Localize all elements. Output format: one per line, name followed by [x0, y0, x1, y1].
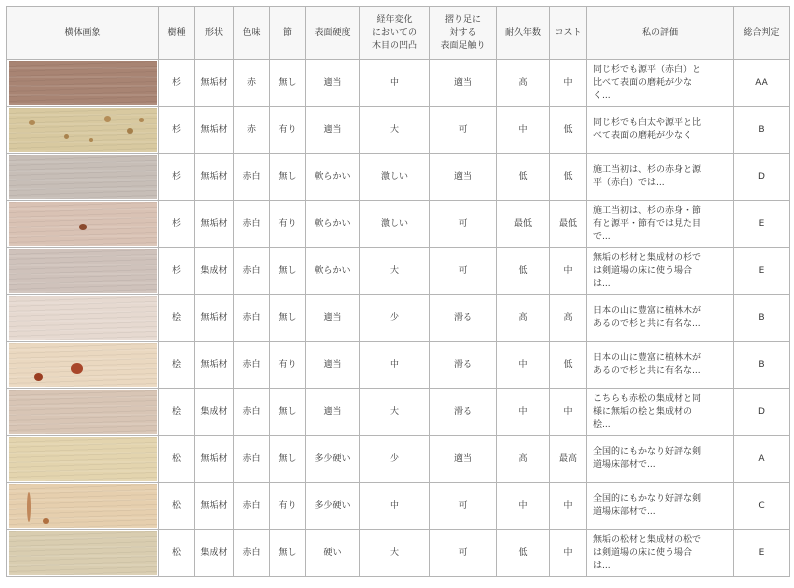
evaluation-line: は剣道場の床に使う場合 [593, 265, 693, 276]
wood-image-cell [7, 107, 159, 154]
table-row [7, 342, 790, 389]
header-knot: 節 [270, 7, 306, 60]
header-color: 色味 [234, 7, 270, 60]
feel-cell: 可 [430, 201, 497, 248]
table-row [7, 201, 790, 248]
aging-cell: 中 [360, 483, 430, 530]
header-shape: 形状 [195, 7, 234, 60]
shape-cell: 無垢材 [195, 295, 234, 342]
header-feel-line: 対する [449, 27, 477, 38]
evaluation-cell [587, 530, 734, 577]
table-row [7, 483, 790, 530]
knot-cell: 無し [270, 436, 306, 483]
evaluation-cell [587, 107, 734, 154]
evaluation-line: 同じ杉でも白太や源平と比 [593, 118, 702, 128]
wood-image-cell [7, 248, 159, 295]
hardness-cell: 適当 [306, 342, 360, 389]
header-cost: コスト [550, 7, 587, 60]
header-aging-line: 木目の凹凸 [371, 40, 417, 51]
cost-cell: 中 [550, 60, 587, 107]
evaluation-line: 平（赤白）では... [593, 178, 665, 188]
hardness-cell: 軟らかい [306, 248, 360, 295]
knot-cell: 無し [270, 248, 306, 295]
shape-cell: 無垢材 [195, 60, 234, 107]
shape-cell: 無垢材 [195, 342, 234, 389]
durability-cell: 高 [497, 436, 550, 483]
durability-cell: 中 [497, 483, 550, 530]
aging-cell: 中 [360, 342, 430, 389]
evaluation-line: 様に無垢の桧と集成材の [593, 406, 693, 417]
wood-texture-image [9, 390, 157, 434]
wood-texture-image [9, 108, 157, 152]
header-hardness: 表面硬度 [306, 7, 360, 60]
grade-cell: C [734, 483, 790, 530]
aging-cell: 少 [360, 295, 430, 342]
knot-cell: 無し [270, 60, 306, 107]
wood-cell: 松 [159, 530, 195, 577]
feel-cell: 可 [430, 248, 497, 295]
feel-cell: 適当 [430, 436, 497, 483]
feel-cell: 可 [430, 107, 497, 154]
wood-image-cell [7, 201, 159, 248]
wood-knot [79, 224, 87, 230]
durability-cell: 中 [497, 389, 550, 436]
table-row [7, 154, 790, 201]
evaluation-line: は... [593, 278, 611, 289]
wood-knot [43, 518, 49, 524]
evaluation-line: 全国的にもかなり好評な剣 [593, 494, 702, 504]
evaluation-line: 道場床部材で... [593, 507, 656, 517]
evaluation-cell [587, 295, 734, 342]
evaluation-line: あるので杉と共に有名な... [593, 319, 701, 329]
knot-cell: 無し [270, 530, 306, 577]
shape-cell: 集成材 [195, 530, 234, 577]
wood-texture-image [9, 531, 157, 575]
evaluation-cell [587, 483, 734, 530]
wood-cell: 松 [159, 436, 195, 483]
evaluation-line: 日本の山に豊富に植林木が [593, 353, 702, 363]
feel-cell: 滑る [430, 389, 497, 436]
hardness-cell: 硬い [306, 530, 360, 577]
header-grade: 総合判定 [734, 7, 790, 60]
wood-image-cell [7, 154, 159, 201]
hardness-cell: 軟らかい [306, 201, 360, 248]
wood-knot [139, 118, 144, 122]
shape-cell: 無垢材 [195, 107, 234, 154]
cost-cell: 中 [550, 248, 587, 295]
evaluation-line: 比べて表面の磨耗が少な [593, 77, 693, 88]
color-cell: 赤白 [234, 342, 270, 389]
evaluation-line: は剣道場の床に使う場合 [593, 547, 693, 558]
feel-cell: 適当 [430, 154, 497, 201]
wood-image-cell [7, 483, 159, 530]
color-cell: 赤白 [234, 389, 270, 436]
hardness-cell: 多少硬い [306, 436, 360, 483]
wood-cell: 杉 [159, 60, 195, 107]
knot-cell: 無し [270, 389, 306, 436]
table-row [7, 248, 790, 295]
knot-cell: 無し [270, 295, 306, 342]
wood-cell: 杉 [159, 201, 195, 248]
header-image: 横体画象 [7, 7, 159, 60]
durability-cell: 高 [497, 60, 550, 107]
color-cell: 赤白 [234, 201, 270, 248]
header-aging [360, 7, 430, 60]
wood-cell: 松 [159, 483, 195, 530]
header-durability: 耐久年数 [497, 7, 550, 60]
shape-cell: 集成材 [195, 389, 234, 436]
color-cell: 赤 [234, 107, 270, 154]
table-row [7, 295, 790, 342]
wood-image-cell [7, 436, 159, 483]
evaluation-line: べて表面の磨耗が少なく [593, 131, 693, 141]
evaluation-line: 桧... [593, 419, 611, 430]
shape-cell: 無垢材 [195, 201, 234, 248]
wood-texture-image [9, 296, 157, 340]
table-row [7, 389, 790, 436]
durability-cell: 中 [497, 342, 550, 389]
evaluation-line: 施工当初は、杉の赤身と源 [593, 165, 702, 175]
cost-cell: 低 [550, 107, 587, 154]
cost-cell: 中 [550, 530, 587, 577]
durability-cell: 高 [497, 295, 550, 342]
feel-cell: 適当 [430, 60, 497, 107]
color-cell: 赤白 [234, 483, 270, 530]
header-feel-line: 摺り足に [444, 14, 481, 25]
wood-knot [64, 134, 69, 139]
evaluation-line: 有と源平・節有では見た目 [593, 218, 702, 229]
table-row [7, 436, 790, 483]
aging-cell: 激しい [360, 154, 430, 201]
color-cell: 赤 [234, 60, 270, 107]
grade-cell: B [734, 342, 790, 389]
wood-knot [29, 120, 35, 125]
wood-image-cell [7, 530, 159, 577]
wood-texture-image [9, 61, 157, 105]
color-cell: 赤白 [234, 248, 270, 295]
durability-cell: 低 [497, 154, 550, 201]
aging-cell: 中 [360, 60, 430, 107]
evaluation-line: で... [593, 231, 611, 242]
color-cell: 赤白 [234, 530, 270, 577]
wood-texture-image [9, 202, 157, 246]
knot-cell: 有り [270, 483, 306, 530]
cost-cell: 中 [550, 483, 587, 530]
wood-image-cell [7, 389, 159, 436]
grade-cell: E [734, 530, 790, 577]
shape-cell: 無垢材 [195, 154, 234, 201]
color-cell: 赤白 [234, 436, 270, 483]
wood-cell: 杉 [159, 107, 195, 154]
wood-image-cell [7, 295, 159, 342]
wood-comparison-table [6, 6, 790, 577]
wood-image-cell [7, 60, 159, 107]
color-cell: 赤白 [234, 154, 270, 201]
aging-cell: 大 [360, 530, 430, 577]
knot-cell: 有り [270, 107, 306, 154]
cost-cell: 中 [550, 389, 587, 436]
feel-cell: 可 [430, 530, 497, 577]
header-wood: 樹種 [159, 7, 195, 60]
knot-cell: 有り [270, 342, 306, 389]
knot-cell: 有り [270, 201, 306, 248]
feel-cell: 滑る [430, 295, 497, 342]
hardness-cell: 適当 [306, 389, 360, 436]
wood-cell: 杉 [159, 248, 195, 295]
wood-texture-image [9, 343, 157, 387]
wood-texture-image [9, 484, 157, 528]
durability-cell: 低 [497, 248, 550, 295]
aging-cell: 激しい [360, 201, 430, 248]
header-aging-line: 経年変化 [376, 14, 413, 25]
aging-cell: 大 [360, 389, 430, 436]
header-feel [430, 7, 497, 60]
aging-cell: 大 [360, 248, 430, 295]
cost-cell: 高 [550, 295, 587, 342]
grade-cell: D [734, 389, 790, 436]
grade-cell: E [734, 248, 790, 295]
durability-cell: 中 [497, 107, 550, 154]
feel-cell: 可 [430, 483, 497, 530]
wood-texture-image [9, 437, 157, 481]
grade-cell: B [734, 295, 790, 342]
evaluation-cell [587, 248, 734, 295]
wood-knot [71, 363, 83, 374]
cost-cell: 最低 [550, 201, 587, 248]
table-row [7, 60, 790, 107]
wood-knot [89, 138, 93, 142]
evaluation-line: こちらも赤松の集成材と同 [593, 393, 702, 404]
evaluation-cell [587, 389, 734, 436]
wood-texture-image [9, 249, 157, 293]
evaluation-cell [587, 436, 734, 483]
evaluation-line: く... [593, 90, 611, 101]
aging-cell: 大 [360, 107, 430, 154]
evaluation-line: は... [593, 560, 611, 571]
wood-cell: 桧 [159, 342, 195, 389]
evaluation-line: 施工当初は、杉の赤身・節 [593, 205, 702, 216]
cost-cell: 低 [550, 154, 587, 201]
evaluation-line: 同じ杉でも源平（赤白）と [593, 64, 702, 75]
wood-knot [27, 492, 31, 522]
shape-cell: 集成材 [195, 248, 234, 295]
grade-cell: D [734, 154, 790, 201]
feel-cell: 滑る [430, 342, 497, 389]
wood-texture-image [9, 155, 157, 199]
wood-cell: 桧 [159, 295, 195, 342]
header-row [7, 7, 790, 60]
wood-image-cell [7, 342, 159, 389]
aging-cell: 少 [360, 436, 430, 483]
grade-cell: E [734, 201, 790, 248]
evaluation-line: 道場床部材で... [593, 460, 656, 470]
hardness-cell: 適当 [306, 295, 360, 342]
shape-cell: 無垢材 [195, 483, 234, 530]
header-aging-line: においての [371, 27, 417, 38]
table-row [7, 530, 790, 577]
table-body [7, 60, 790, 577]
cost-cell: 低 [550, 342, 587, 389]
evaluation-cell [587, 60, 734, 107]
hardness-cell: 多少硬い [306, 483, 360, 530]
evaluation-line: 日本の山に豊富に植林木が [593, 306, 702, 316]
evaluation-cell [587, 342, 734, 389]
header-feel-line: 表面足触り [440, 40, 486, 51]
wood-knot [34, 373, 43, 381]
evaluation-cell [587, 201, 734, 248]
durability-cell: 最低 [497, 201, 550, 248]
grade-cell: A [734, 436, 790, 483]
hardness-cell: 適当 [306, 107, 360, 154]
shape-cell: 無垢材 [195, 436, 234, 483]
grade-cell: B [734, 107, 790, 154]
evaluation-line: 全国的にもかなり好評な剣 [593, 447, 702, 457]
wood-knot [127, 128, 133, 134]
evaluation-cell [587, 154, 734, 201]
table-row [7, 107, 790, 154]
hardness-cell: 軟らかい [306, 154, 360, 201]
cost-cell: 最高 [550, 436, 587, 483]
evaluation-line: あるので杉と共に有名な... [593, 366, 701, 376]
durability-cell: 低 [497, 530, 550, 577]
wood-cell: 杉 [159, 154, 195, 201]
wood-cell: 桧 [159, 389, 195, 436]
header-evaluation: 私の評価 [587, 7, 734, 60]
evaluation-line: 無垢の杉材と集成材の杉で [593, 252, 702, 263]
knot-cell: 無し [270, 154, 306, 201]
evaluation-line: 無垢の松材と集成材の松で [593, 534, 702, 545]
grade-cell: AA [734, 60, 790, 107]
wood-knot [104, 116, 111, 122]
color-cell: 赤白 [234, 295, 270, 342]
hardness-cell: 適当 [306, 60, 360, 107]
